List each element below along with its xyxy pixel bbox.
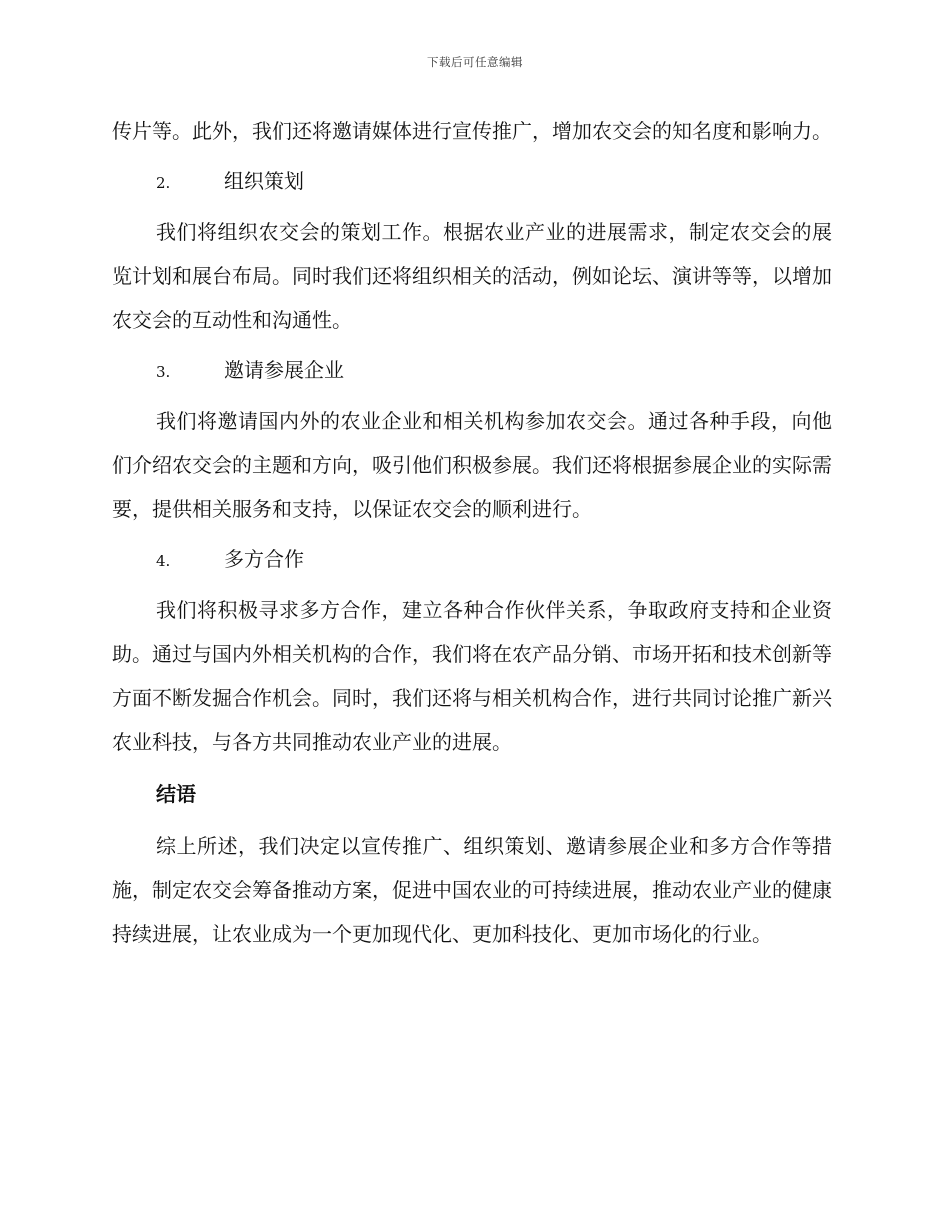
- item-number: 3.: [156, 363, 171, 381]
- document-body: [112, 109, 832, 956]
- item-paragraph-invite: 我们将邀请国内外的农业企业和相关机构参加农交会。通过各种手段，向他们介绍农交会的主题和方向，吸引他们积极参展。我们还将根据参展企业的实际需要，提供相关服务和支持，以保证农交会的顺利进行。: [112, 409, 832, 521]
- item-heading-invite: [112, 348, 832, 392]
- item-number: 4.: [156, 552, 171, 570]
- header-note: 下载后可任意编辑: [427, 55, 523, 69]
- item-title: 组织策划: [224, 169, 304, 193]
- item-paragraph-organize: 我们将组织农交会的策划工作。根据农业产业的进展需求，制定农交会的展览计划和展台布局。同时我们还将组织相关的活动，例如论坛、演讲等等，以增加农交会的互动性和沟通性。: [112, 220, 832, 332]
- intro-paragraph: 传片等。此外，我们还将邀请媒体进行宣传推广，增加农交会的知名度和影响力。: [112, 119, 832, 143]
- item-heading-cooperation: [112, 537, 832, 581]
- item-heading-organize: [112, 159, 832, 203]
- item-paragraph-cooperation: 我们将积极寻求多方合作，建立各种合作伙伴关系，争取政府支持和企业资助。通过与国内外相关机构的合作，我们将在农产品分销、市场开拓和技术创新等方面不断发掘合作机会。同时，我们还将与相关机构合作，进行共同讨论推广新兴农业科技，与各方共同推动农业产业的进展。: [112, 598, 832, 754]
- conclusion-heading: 结语: [156, 782, 196, 806]
- item-number: 2.: [156, 174, 171, 192]
- item-title: 邀请参展企业: [224, 358, 344, 382]
- conclusion-paragraph: 综上所述，我们决定以宣传推广、组织策划、邀请参展企业和多方合作等措施，制定农交会筹备推动方案，促进中国农业的可持续进展，推动农业产业的健康持续进展，让农业成为一个更加现代化、更加科技化、更加市场化的行业。: [112, 834, 832, 946]
- item-title: 多方合作: [224, 547, 304, 571]
